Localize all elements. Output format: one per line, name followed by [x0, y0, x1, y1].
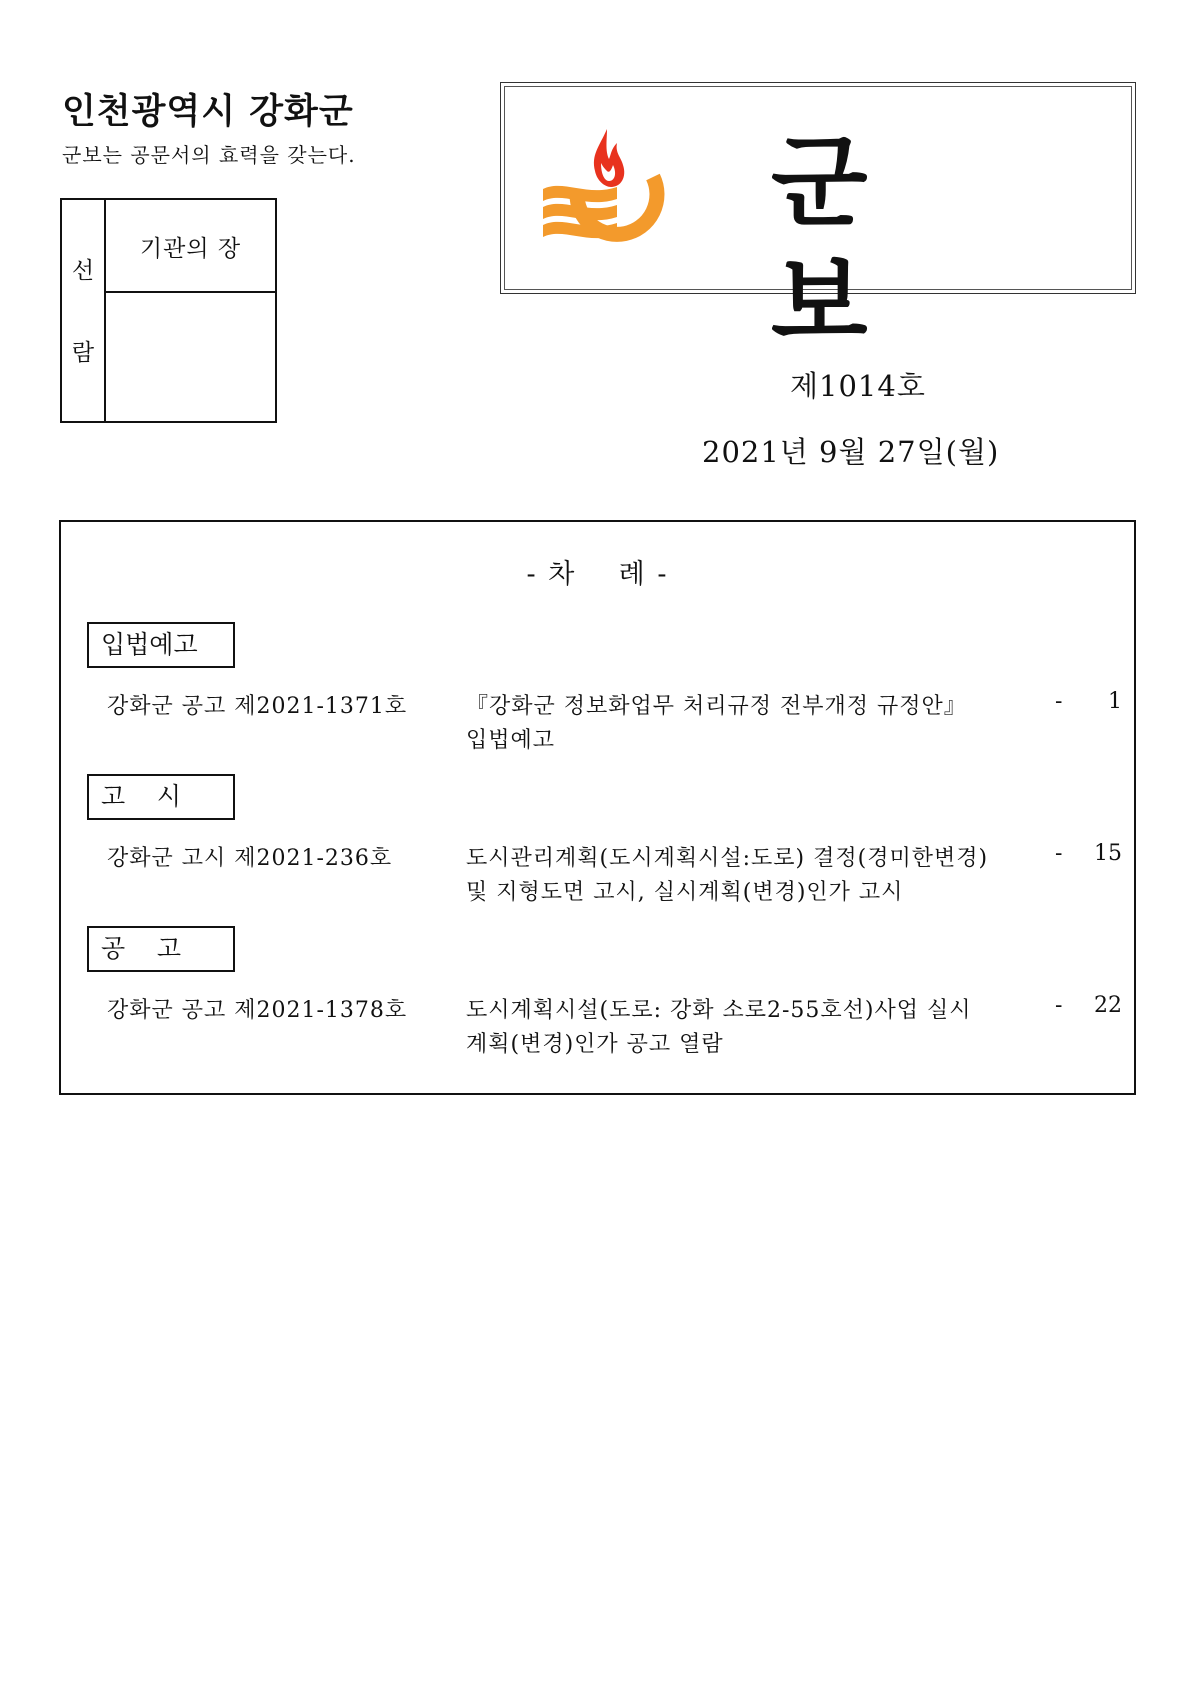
approval-head-label: 기관의 장 — [106, 200, 275, 293]
county-emblem-icon — [541, 123, 677, 259]
entry-reference: 강화군 공고 제2021-1378호 — [107, 998, 408, 1023]
entry-reference: 강화군 고시 제2021-236호 — [107, 846, 393, 871]
section-label-announcement: 공 고 — [87, 926, 235, 972]
gazette-subtitle: 군보는 공문서의 효력을 갖는다. — [62, 143, 356, 167]
org-title: 인천광역시 강화군 — [62, 92, 354, 132]
entry-page-number: 15 — [1094, 841, 1122, 866]
entry-leader-dash: - — [1055, 993, 1063, 1018]
entry-title-line-1: 『강화군 정보화업무 처리규정 전부개정 규정안』 — [466, 694, 967, 719]
section-label-public-notice: 고 시 — [87, 774, 235, 820]
entry-title-line-1: 도시계획시설(도로: 강화 소로2-55호선)사업 실시 — [466, 998, 972, 1023]
table-of-contents — [59, 520, 1136, 1095]
entry-title-line-1: 도시관리계획(도시계획시설:도로) 결정(경미한변경) — [466, 846, 989, 871]
toc-entry[interactable] — [61, 689, 1134, 759]
entry-reference: 강화군 공고 제2021-1371호 — [107, 694, 408, 719]
gazette-title: 군보 — [771, 124, 963, 361]
entry-title-line-2: 계획(변경)인가 공고 열람 — [466, 1032, 724, 1057]
entry-title-line-2: 입법예고 — [466, 728, 556, 753]
issue-number: 제1014호 — [790, 369, 926, 403]
approval-side-char-2: 람 — [71, 340, 95, 366]
approval-side-column — [62, 200, 106, 421]
issue-date: 2021년 9월 27일(월) — [702, 435, 1000, 469]
entry-title-line-2: 및 지형도면 고시, 실시계획(변경)인가 고시 — [466, 880, 904, 905]
gazette-title-box — [500, 82, 1136, 361]
entry-page-number: 22 — [1094, 993, 1122, 1018]
toc-entry[interactable] — [61, 993, 1134, 1063]
toc-title: - 차 례 - — [526, 559, 669, 590]
toc-entry[interactable] — [61, 841, 1134, 911]
section-label-legislative-notice: 입법예고 — [87, 622, 235, 668]
entry-page-number: 1 — [1108, 689, 1122, 714]
entry-leader-dash: - — [1055, 689, 1063, 714]
entry-leader-dash: - — [1055, 841, 1063, 866]
approval-box — [60, 198, 277, 423]
approval-side-char-1: 선 — [71, 258, 95, 284]
